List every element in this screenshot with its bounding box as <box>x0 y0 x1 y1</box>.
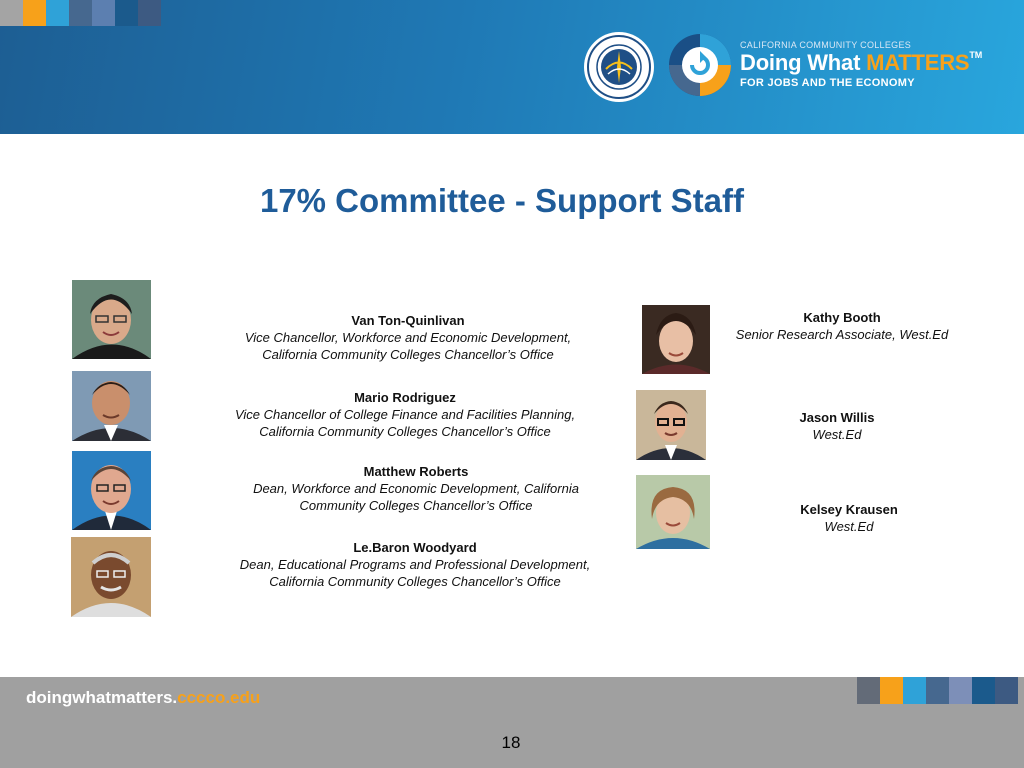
page-title: 17% Committee - Support Staff <box>259 182 745 219</box>
photo-kelsey-krausen <box>636 475 710 549</box>
person-mario-rodriguez <box>185 389 625 440</box>
logo-main-accent: MATTERS <box>866 50 970 75</box>
person-kelsey-krausen <box>749 501 949 535</box>
person-role-line: California Community Colleges Chancellor’s Office <box>269 574 561 589</box>
photo-jason-willis <box>636 390 706 460</box>
swatch-7 <box>138 0 161 26</box>
doing-what-matters-icon <box>668 33 732 97</box>
swatch-2 <box>23 0 46 26</box>
photo-lebaron-woodyard <box>71 537 151 617</box>
person-role-line: Community Colleges Chancellor’s Office <box>299 498 533 513</box>
photo-mario-rodriguez <box>72 371 151 441</box>
person-role-line: West.Ed <box>812 427 862 442</box>
footer-url-main: doingwhatmatters. <box>26 688 178 707</box>
person-lebaron-woodyard <box>195 539 635 590</box>
logo-main-white: Doing What <box>740 50 867 75</box>
person-name: Matthew Roberts <box>363 464 469 479</box>
person-role-line: California Community Colleges Chancellor’s Office <box>259 424 551 439</box>
footer-website-link[interactable] <box>26 688 260 708</box>
photo-kathy-booth <box>642 305 710 374</box>
photo-van-ton-quinlivan <box>72 280 151 359</box>
person-kathy-booth <box>717 309 967 343</box>
person-role-line: Dean, Educational Programs and Professional Development, <box>239 557 591 572</box>
photo-matthew-roberts <box>72 451 151 530</box>
footer-swatch-3 <box>903 677 926 704</box>
person-name: Mario Rodriguez <box>354 390 456 405</box>
person-van-ton-quinlivan <box>188 312 628 363</box>
footer-color-swatches <box>857 677 1018 704</box>
person-role-line: West.Ed <box>824 519 874 534</box>
footer-swatch-2 <box>880 677 903 704</box>
footer-swatch-6 <box>972 677 995 704</box>
person-role-line: Dean, Workforce and Economic Development, California <box>253 481 579 496</box>
footer-swatch-1 <box>857 677 880 704</box>
person-role-line: Vice Chancellor, Workforce and Economic Development, <box>244 330 572 345</box>
footer-swatch-4 <box>926 677 949 704</box>
header-color-swatches <box>0 0 161 26</box>
person-jason-willis <box>737 409 937 443</box>
person-name: Van Ton-Quinlivan <box>351 313 465 328</box>
person-role-line: Senior Research Associate, West.Ed <box>735 327 949 342</box>
person-name: Kathy Booth <box>803 310 881 325</box>
swatch-6 <box>115 0 138 26</box>
swatch-3 <box>46 0 69 26</box>
header-banner <box>0 0 1024 134</box>
logo-wordmark <box>740 50 982 76</box>
swatch-5 <box>92 0 115 26</box>
footer-url-accent: cccco.edu <box>177 688 261 707</box>
logo-trademark: TM <box>969 50 983 60</box>
logo-tagline: FOR JOBS AND THE ECONOMY <box>740 77 915 89</box>
person-name: Le.Baron Woodyard <box>353 540 477 555</box>
person-role-line: California Community Colleges Chancellor’s Office <box>262 347 554 362</box>
person-name: Kelsey Krausen <box>800 502 898 517</box>
swatch-4 <box>69 0 92 26</box>
person-name: Jason Willis <box>799 410 875 425</box>
person-role-line: Vice Chancellor of College Finance and Facilities Planning, <box>234 407 576 422</box>
footer-swatch-5 <box>949 677 972 704</box>
page-number: 18 <box>501 733 521 752</box>
swatch-1 <box>0 0 23 26</box>
cccco-seal-logo <box>584 32 654 102</box>
footer-swatch-7 <box>995 677 1018 704</box>
person-matthew-roberts <box>196 463 636 514</box>
logo-eyebrow: CALIFORNIA COMMUNITY COLLEGES <box>740 40 912 50</box>
